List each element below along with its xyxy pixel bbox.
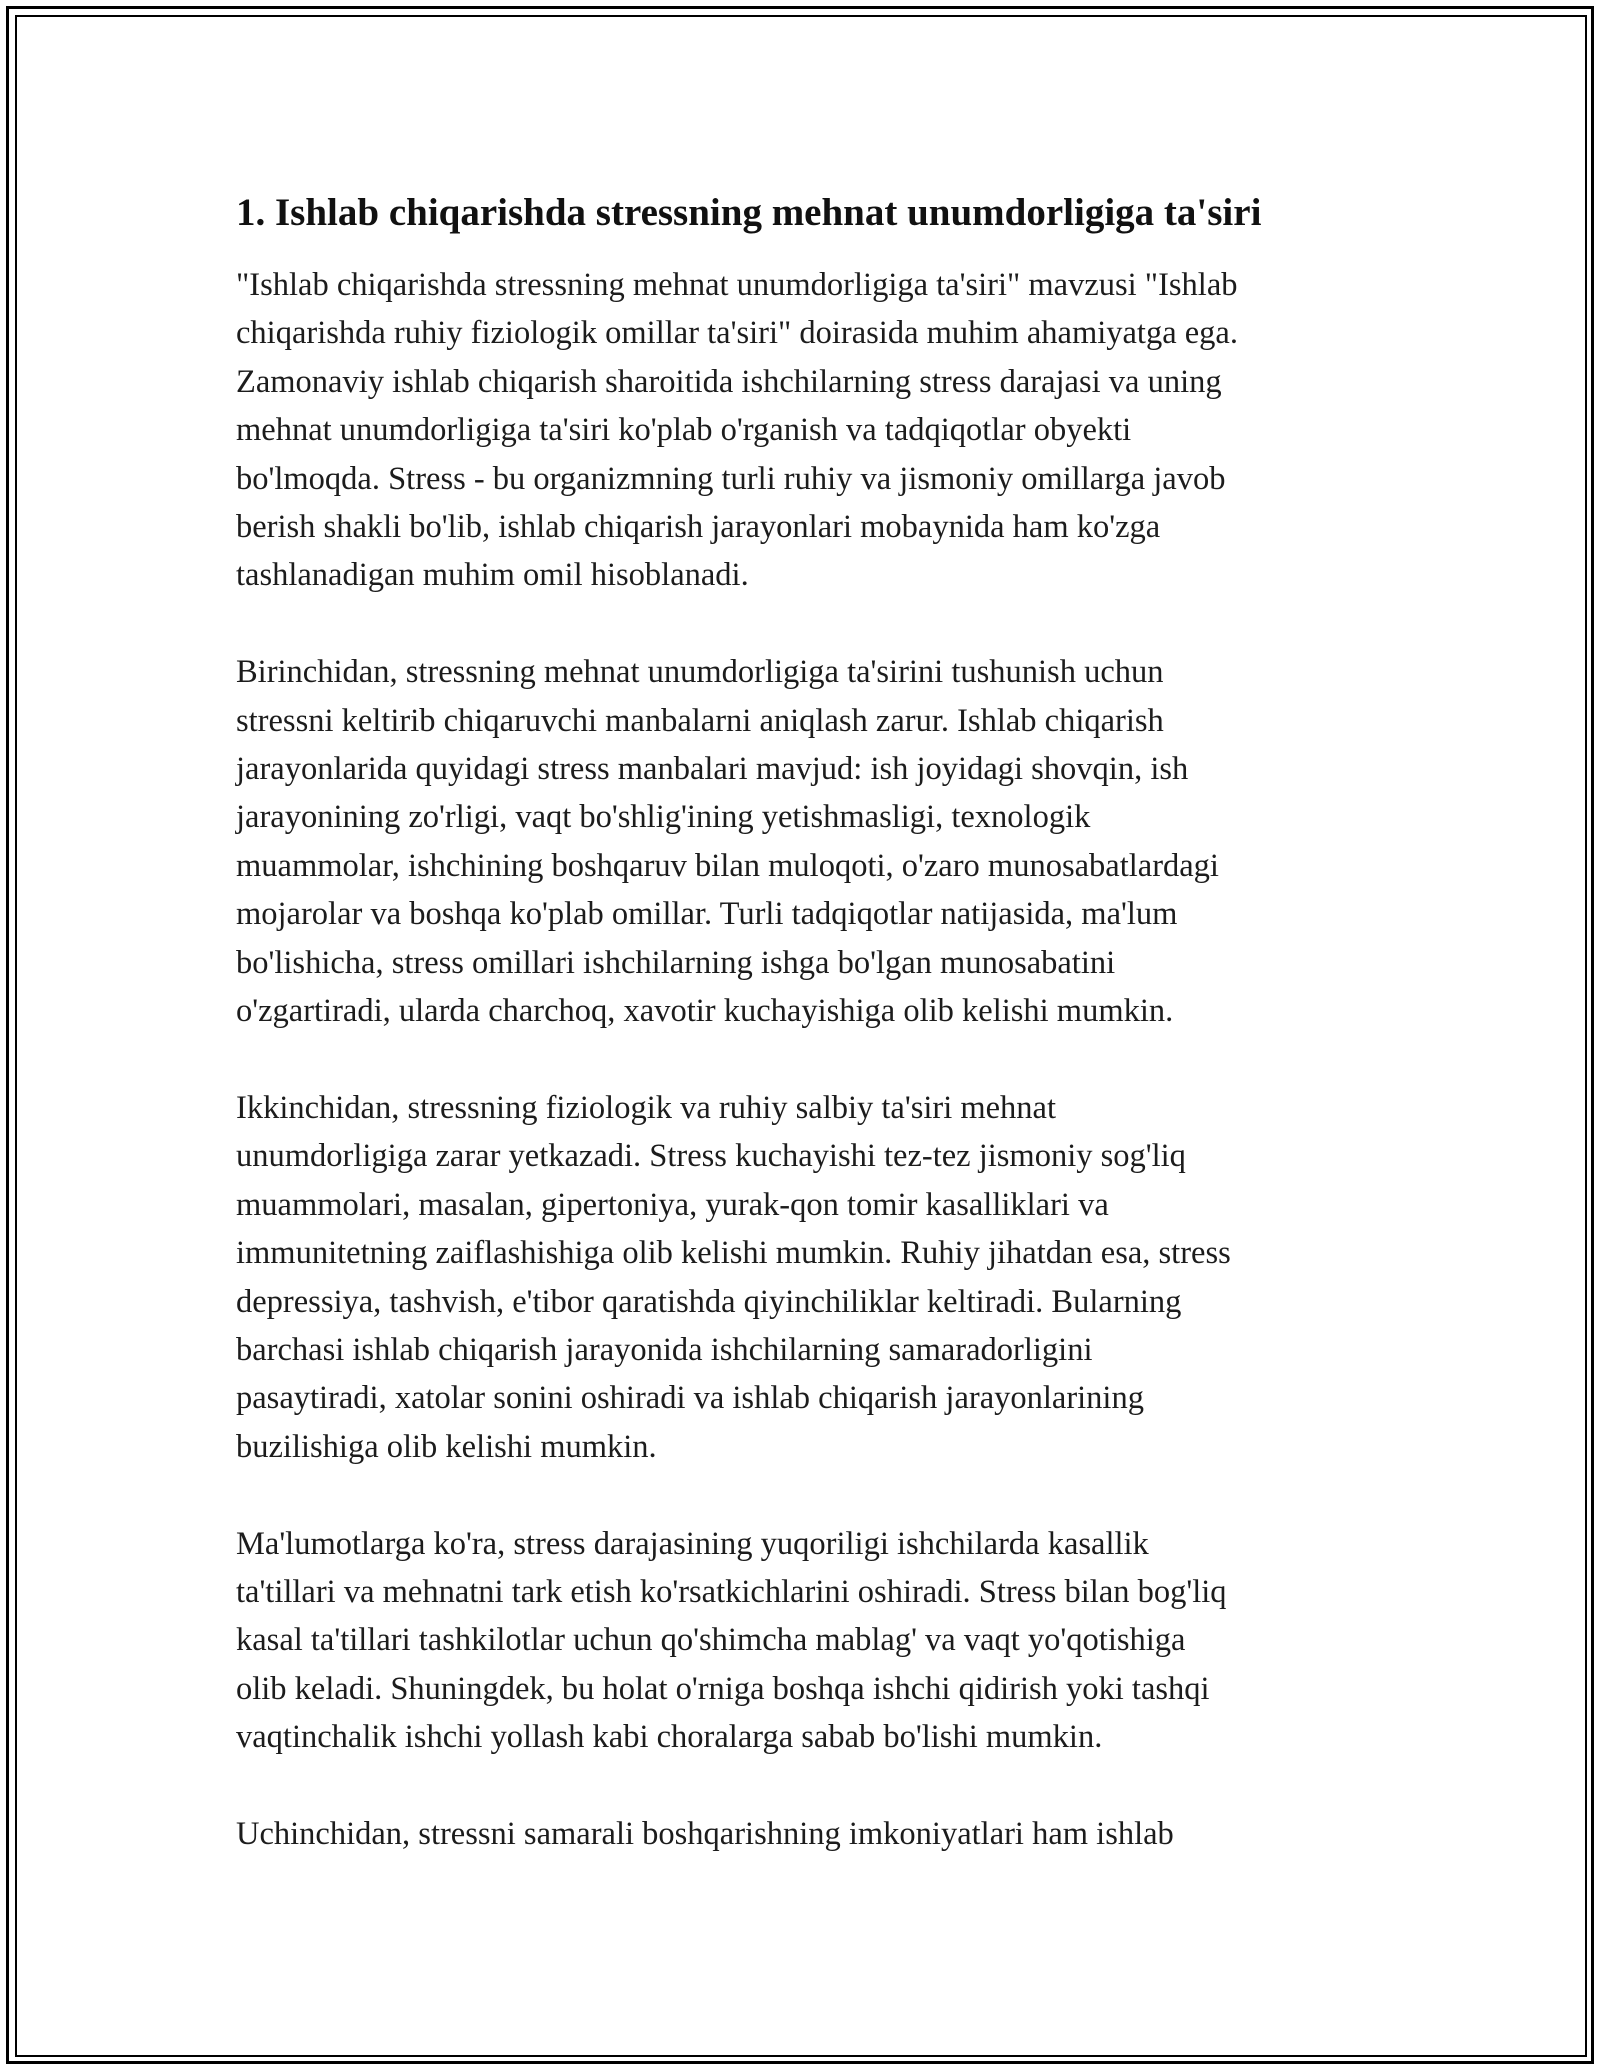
text-line: muammolar, ishchining boshqaruv bilan muloqoti, o'zaro munosabatlardagi — [236, 847, 1219, 884]
text-line: Ma'lumotlarga ko'ra, stress darajasining yuqoriligi ishchilarda kasallik — [236, 1525, 1149, 1562]
text-line: tashlanadigan muhim omil hisoblanadi. — [236, 557, 749, 594]
text-line: Zamonaviy ishlab chiqarish sharoitida ishchilarning stress darajasi va uning — [236, 363, 1222, 400]
text-line: immunitetning zaiflashishiga olib kelishi mumkin. Ruhiy jihatdan esa, stress — [236, 1235, 1231, 1272]
section-heading: 1. Ishlab chiqarishda stressning mehnat unumdorligiga ta'siri — [236, 191, 1262, 234]
paragraph-third-point — [236, 1810, 1376, 1858]
text-line: vaqtinchalik ishchi yollash kabi choralarga sabab bo'lishi mumkin. — [236, 1719, 1103, 1756]
paragraph-second-point — [236, 1084, 1376, 1471]
text-line: ta'tillari va mehnatni tark etish ko'rsatkichlarini oshiradi. Stress bilan bog'liq — [236, 1573, 1227, 1610]
text-line: buzilishiga olib kelishi mumkin. — [236, 1428, 657, 1465]
text-line: mojarolar va boshqa ko'plab omillar. Turli tadqiqotlar natijasida, ma'lum — [236, 896, 1178, 933]
text-line: jarayonlarida quyidagi stress manbalari mavjud: ish joyidagi shovqin, ish — [236, 751, 1189, 788]
text-line: mehnat unumdorligiga ta'siri ko'plab o'rganish va tadqiqotlar obyekti — [236, 412, 1132, 449]
text-line: berish shakli bo'lib, ishlab chiqarish jarayonlari mobaynida ham ko'zga — [236, 509, 1161, 546]
text-line: Uchinchidan, stressni samarali boshqarishning imkoniyatlari ham ishlab — [236, 1815, 1174, 1852]
text-line: bo'lishicha, stress omillari ishchilarning ishga bo'lgan munosabatini — [236, 944, 1116, 981]
text-line: jarayonining zo'rligi, vaqt bo'shlig'ining yetishmasligi, texnologik — [236, 799, 1091, 836]
text-line: olib keladi. Shuningdek, bu holat o'rniga boshqa ishchi qidirish yoki tashqi — [236, 1670, 1210, 1707]
text-line: Ikkinchidan, stressning fiziologik va ruhiy salbiy ta'siri mehnat — [236, 1089, 1057, 1126]
paragraph-first-point — [236, 648, 1376, 1035]
text-line: "Ishlab chiqarishda stressning mehnat unumdorligiga ta'siri" mavzusi "Ishlab — [236, 267, 1238, 303]
paragraph-intro — [236, 261, 1376, 600]
paragraph-data-findings — [236, 1520, 1376, 1762]
text-line: kasal ta'tillari tashkilotlar uchun qo'shimcha mablag' va vaqt yo'qotishiga — [236, 1622, 1186, 1659]
text-line: unumdorligiga zarar yetkazadi. Stress kuchayishi tez-tez jismoniy sog'liq — [236, 1138, 1186, 1175]
text-line: Birinchidan, stressning mehnat unumdorligiga ta'sirini tushunish uchun — [236, 654, 1164, 691]
text-line: depressiya, tashvish, e'tibor qaratishda qiyinchiliklar keltiradi. Bularning — [236, 1283, 1182, 1320]
text-line: stressni keltirib chiqaruvchi manbalarni aniqlash zarur. Ishlab chiqarish — [236, 702, 1164, 739]
document-body — [236, 185, 1376, 1907]
text-line: chiqarishda ruhiy fiziologik omillar ta'siri" doirasida muhim ahamiyatga ega. — [236, 315, 1238, 352]
text-line: pasaytiradi, xatolar sonini oshiradi va ishlab chiqarish jarayonlarining — [236, 1380, 1144, 1417]
text-line: barchasi ishlab chiqarish jarayonida ishchilarning samaradorligini — [236, 1331, 1093, 1368]
text-line: o'zgartiradi, ularda charchoq, xavotir kuchayishiga olib kelishi mumkin. — [236, 993, 1174, 1030]
text-line: muammolari, masalan, gipertoniya, yurak-qon tomir kasalliklari va — [236, 1186, 1109, 1223]
text-line: bo'lmoqda. Stress - bu organizmning turli ruhiy va jismoniy omillarga javob — [236, 460, 1226, 497]
